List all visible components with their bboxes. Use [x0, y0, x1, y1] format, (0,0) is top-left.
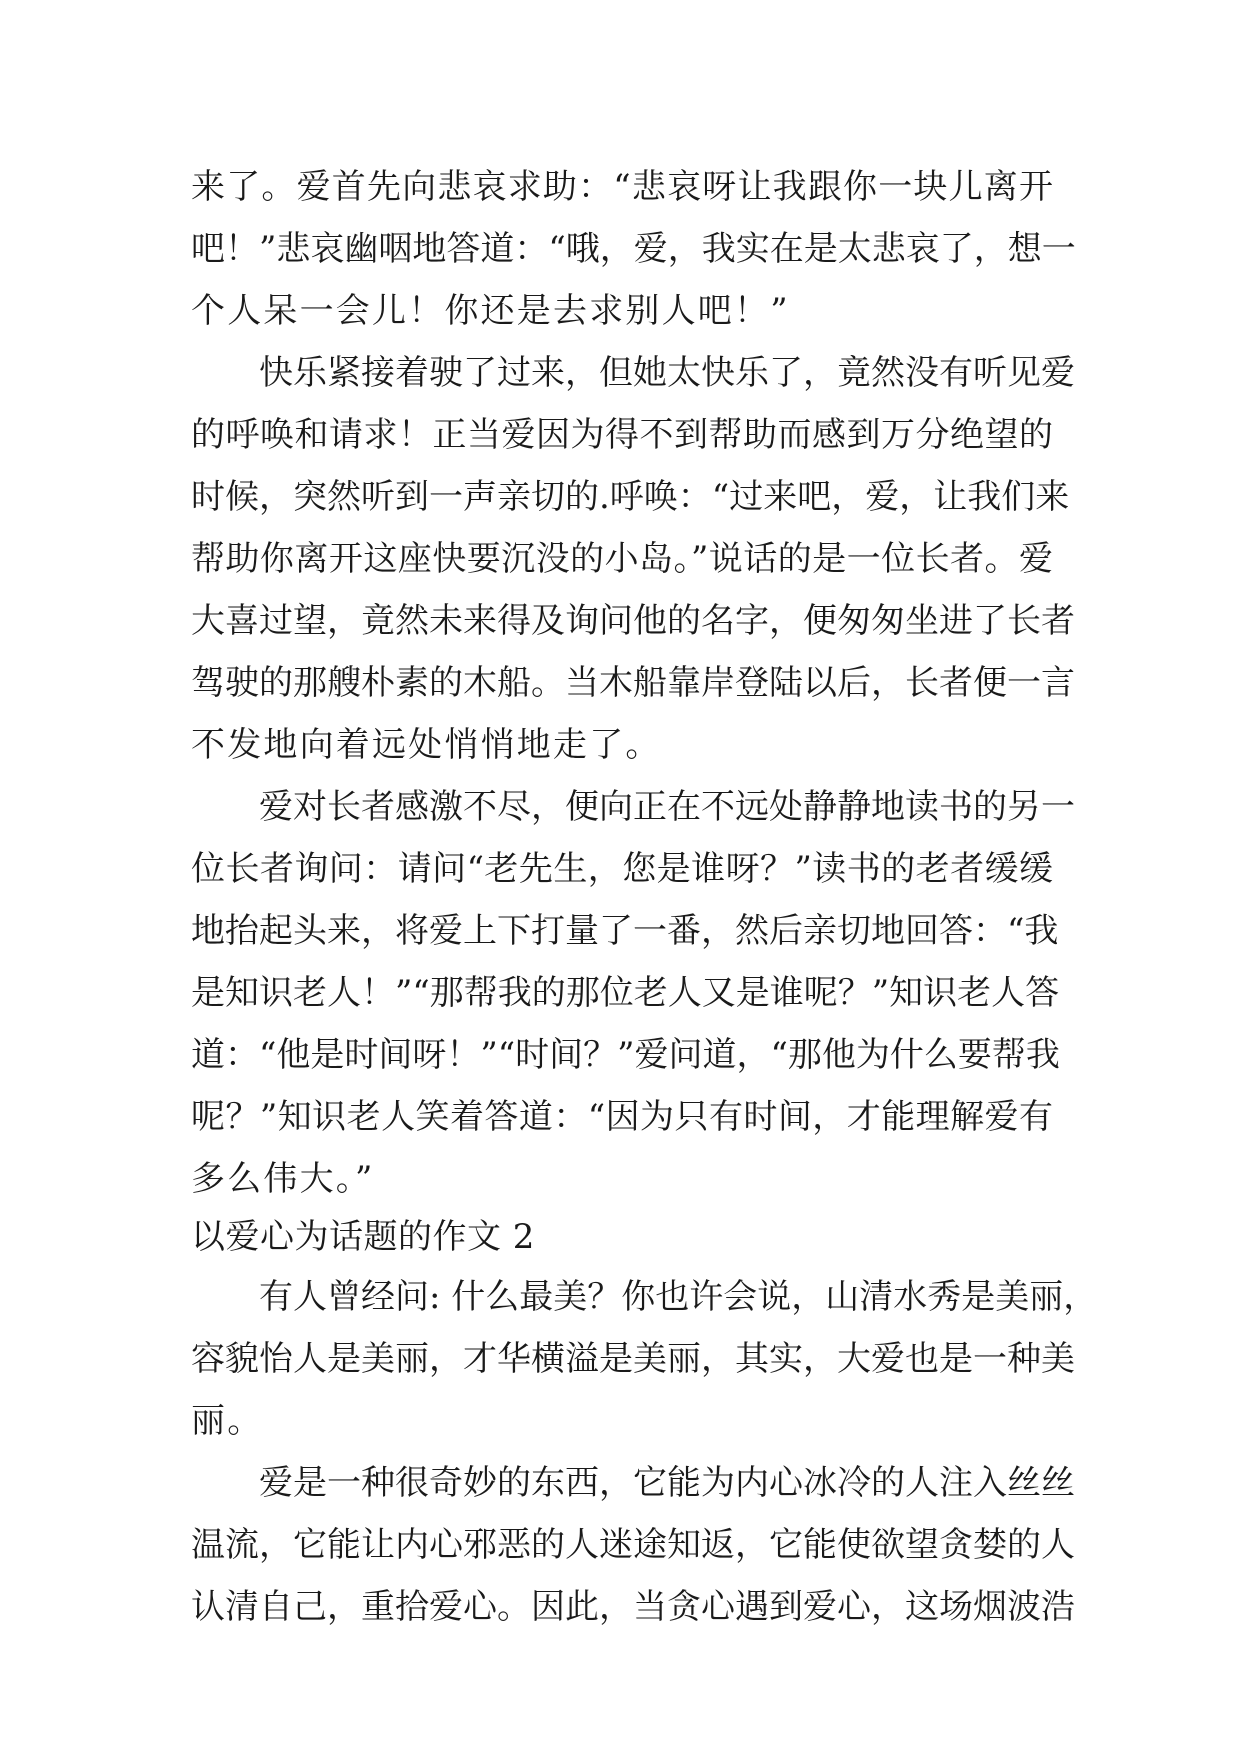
- paragraph-line: 快乐紧接着驶了过来，但她太快乐了，竟然没有听见爱: [259, 353, 1075, 393]
- paragraph-line: 多么伟大。”: [191, 1159, 375, 1199]
- section-heading: 以爱心为话题的作文 2: [191, 1217, 535, 1257]
- paragraph-line: 不发地向着远处悄悄地走了。: [191, 725, 662, 765]
- paragraph-line: 有人曾经问: 什么最美？你也许会说，山清水秀是美丽，: [259, 1277, 1098, 1317]
- paragraph-line: 道：“他是时间呀！”“时间？”爱问道，“那他为什么要帮我: [191, 1035, 1060, 1075]
- paragraph-line: 的呼唤和请求！正当爱因为得不到帮助而感到万分绝望的: [191, 415, 1053, 455]
- paragraph-line: 爱是一种很奇妙的东西，它能为内心冰冷的人注入丝丝: [259, 1463, 1075, 1503]
- paragraph-line: 帮助你离开这座快要沉没的小岛。”说话的是一位长者。爱: [191, 539, 1053, 579]
- paragraph-line: 吧！”悲哀幽咽地答道：“哦，爱，我实在是太悲哀了，想一: [191, 229, 1076, 269]
- paragraph-line: 来了。爱首先向悲哀求助：“悲哀呀让我跟你一块儿离开: [191, 167, 1053, 207]
- paragraph-line: 大喜过望，竟然未来得及询问他的名字，便匆匆坐进了长者: [191, 601, 1075, 641]
- paragraph-line: 时候，突然听到一声亲切的.呼唤：“过来吧，爱，让我们来: [191, 477, 1070, 517]
- paragraph-line: 容貌怡人是美丽，才华横溢是美丽，其实，大爱也是一种美: [191, 1339, 1075, 1379]
- paragraph-line: 丽。: [191, 1401, 264, 1441]
- paragraph-line: 位长者询问：请问“老先生，您是谁呀？”读书的老者缓缓: [191, 849, 1053, 889]
- paragraph-line: 是知识老人！”“那帮我的那位老人又是谁呢？”知识老人答: [191, 973, 1060, 1013]
- paragraph-line: 驾驶的那艘朴素的木船。当木船靠岸登陆以后，长者便一言: [191, 663, 1075, 703]
- paragraph-line: 个人呆一会儿！你还是去求别人吧！”: [191, 291, 790, 331]
- paragraph-line: 认清自己，重拾爱心。因此，当贪心遇到爱心，这场烟波浩: [191, 1587, 1075, 1627]
- paragraph-line: 温流，它能让内心邪恶的人迷途知返，它能使欲望贪婪的人: [191, 1525, 1075, 1565]
- paragraph-line: 地抬起头来，将爱上下打量了一番，然后亲切地回答：“我: [191, 911, 1059, 951]
- paragraph-line: 爱对长者感激不尽，便向正在不远处静静地读书的另一: [259, 787, 1075, 827]
- paragraph-line: 呢？”知识老人笑着答道：“因为只有时间，才能理解爱有: [191, 1097, 1053, 1137]
